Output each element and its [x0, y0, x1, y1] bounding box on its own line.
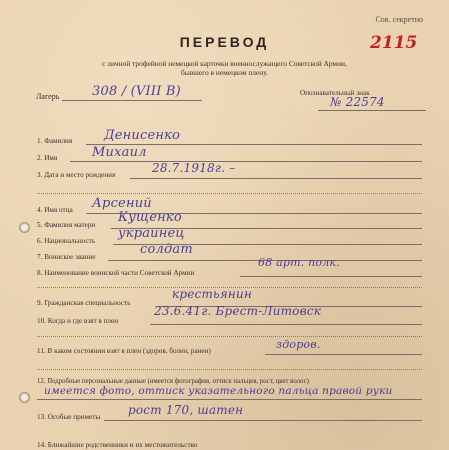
- subtitle-line1: с личной трофейной немецкой карточки военнослужащего Советской Армии,: [102, 59, 347, 68]
- field-rule-personal: [37, 399, 422, 400]
- field-value-profession: крестьянин: [172, 287, 253, 301]
- field-value-nationality: украинец: [118, 226, 185, 241]
- field-value-features: рост 170, шатен: [128, 403, 244, 417]
- field-value-father: Арсений: [92, 196, 152, 211]
- field-value-captured: 23.6.41г. Брест-Литовск: [154, 304, 322, 318]
- field-rule-name: [70, 161, 422, 162]
- field-label-condition: 11. В каком состоянии взят в плен (здоров, болен, ранен): [37, 347, 211, 355]
- field-rule-condition: [265, 354, 422, 355]
- field-value-birth: 28.7.1918г. –: [152, 161, 236, 175]
- secrecy-stamp: Сов. секретно: [375, 15, 423, 24]
- punch-hole-lower: [19, 392, 30, 403]
- field-value-mother: Кущенко: [118, 210, 182, 225]
- subtitle-line2: бывшего в немецком плену.: [180, 68, 269, 77]
- field-label-captured: 10. Когда и где взят в плен: [37, 317, 119, 325]
- red-document-number: 2115: [370, 33, 418, 53]
- tag-value: № 22574: [330, 95, 385, 109]
- field-value-surname: Денисенко: [104, 128, 181, 143]
- punch-hole-upper: [19, 222, 30, 233]
- field-rule-captured: [150, 324, 422, 325]
- field-label-mother: 5. Фамилия матери: [37, 221, 96, 229]
- field-label-surname: 1. Фамилия: [37, 137, 73, 145]
- camp-label: Лагерь: [36, 92, 60, 101]
- field-label-father: 4. Имя отца: [37, 206, 73, 214]
- field-rule-features: [104, 420, 422, 421]
- field-value-personal: имеется фото, оттиск указательного пальца правой руки: [44, 385, 393, 397]
- field-value-rank: солдат: [140, 242, 193, 257]
- field-label-features: 13. Особые приметы: [37, 413, 101, 421]
- field-label-relatives: 14. Ближайшие родственники и их местожительство: [37, 441, 198, 449]
- field-rule-extra-4: [37, 369, 422, 370]
- field-rule-birth: [130, 178, 422, 179]
- field-rule-unit: [240, 276, 422, 277]
- field-label-name: 2. Имя: [37, 154, 58, 162]
- tag-rule: [318, 110, 426, 111]
- field-label-rank: 7. Воинское звание: [37, 253, 96, 261]
- tag-label: Опознавательный знак: [300, 89, 370, 97]
- field-label-unit: 8. Наименование воинской части Советской Армии: [37, 269, 195, 277]
- document-title: ПЕРЕВОД: [179, 34, 270, 50]
- field-label-birth: 3. Дата и место рождения: [37, 171, 116, 179]
- field-rule-extra-3: [37, 336, 422, 337]
- field-value-name: Михаил: [92, 145, 147, 160]
- field-label-personal: 12. Подробные персональные данные (имеется фотография, оттиск пальцев, рост, цвет волос): [37, 378, 309, 385]
- field-value-condition: здоров.: [276, 338, 321, 351]
- field-label-nationality: 6. Национальность: [37, 237, 96, 245]
- camp-value: 308 / (VIII В): [92, 84, 181, 99]
- field-value-unit: 68 арт. полк.: [258, 256, 340, 269]
- field-label-profession: 9. Гражданская специальность: [37, 299, 131, 307]
- field-rule-extra: [37, 193, 422, 194]
- camp-rule: [62, 100, 202, 101]
